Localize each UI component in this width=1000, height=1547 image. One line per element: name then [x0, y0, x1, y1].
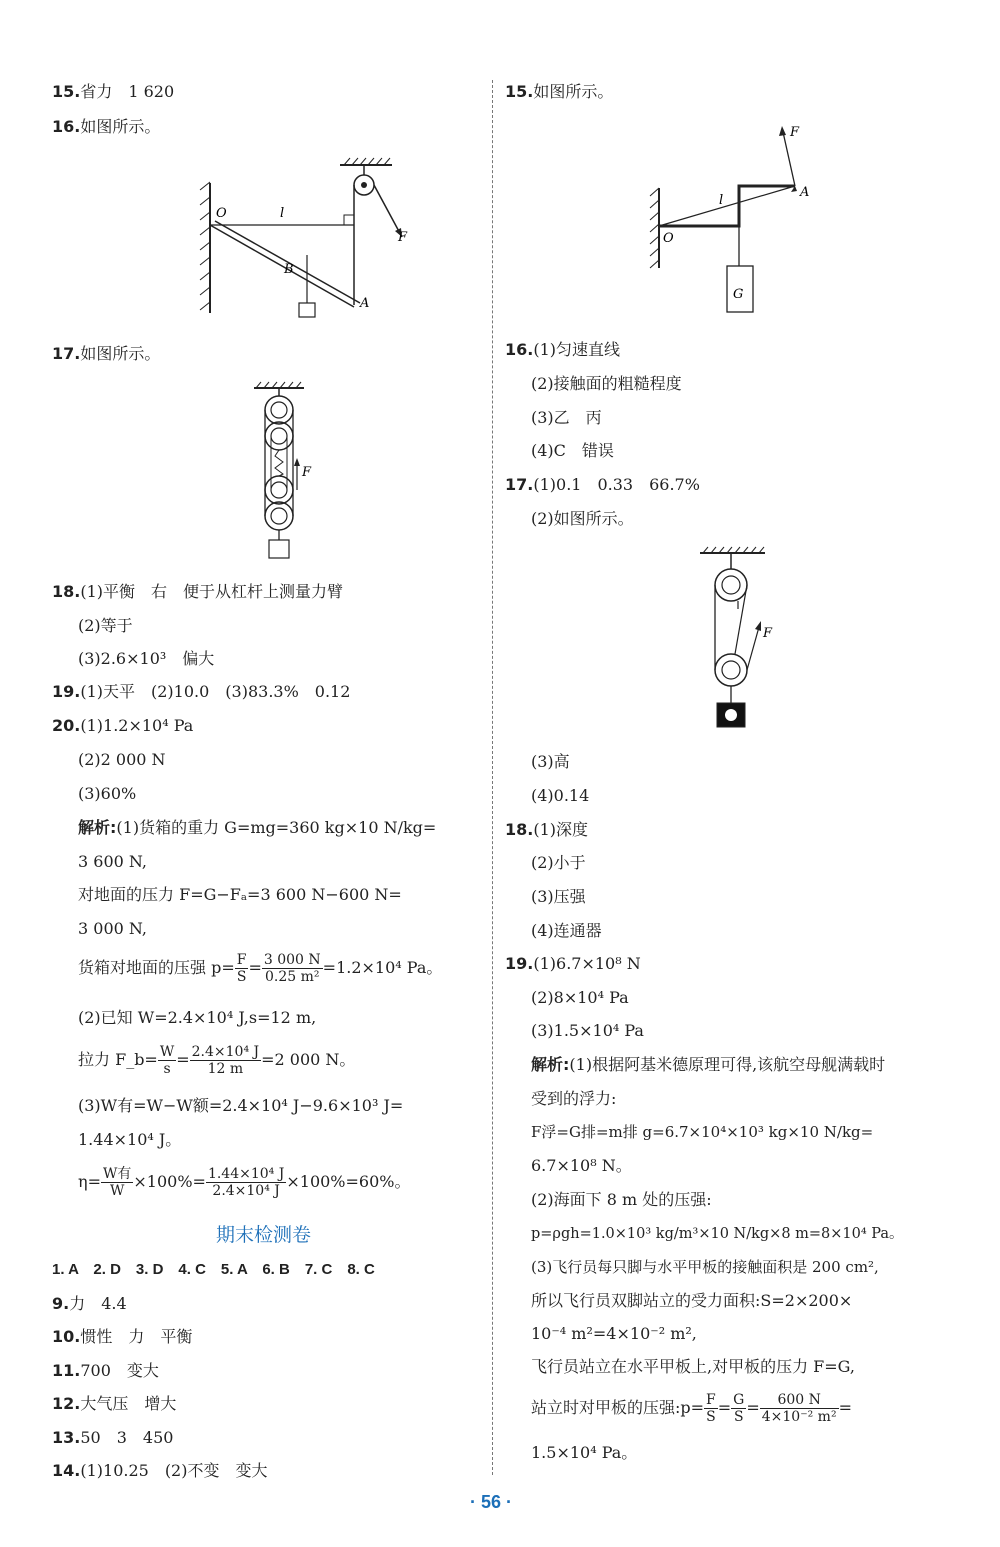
column-divider [492, 80, 493, 1475]
analysis-line-10: 飞行员站立在水平甲板上,对甲板的压力 F=G, [531, 1357, 855, 1376]
answer-19-2: (2)8×10⁴ Pa [531, 988, 629, 1007]
figure-17-pulley-system [695, 545, 785, 730]
analysis-line-7: 拉力 F_b= $\frac{W}{s}$ = $\frac{\text{2.4×10⁴ J}}{12 m}$ =2 000 N。 [78, 1044, 356, 1077]
answer-15: 15.如图所示。 [505, 82, 614, 101]
fraction: $\frac{W}{s}$ [159, 1044, 175, 1077]
answer-19-1: 19.(1)6.7×10⁸ N [505, 954, 641, 973]
answer-17: 17.如图所示。 [52, 344, 161, 363]
answer-19: 19.(1)天平 (2)10.0 (3)83.3% 0.12 [52, 682, 351, 701]
label-F: F [763, 626, 773, 641]
analysis-line-11: 站立时对甲板的压强:p= $\frac{F}{S}$ = $\frac{G}{S}$ = $\frac{600 N}{\text{4×10⁻² m²}}$ = [531, 1392, 852, 1425]
answer-16-1: 16.(1)匀速直线 [505, 340, 621, 359]
analysis-line-6: (2)已知 W=2.4×10⁴ J,s=12 m, [78, 1008, 317, 1027]
label-B: B [284, 262, 294, 277]
analysis-line-12: 1.5×10⁴ Pa。 [531, 1443, 638, 1462]
answer-20-2: (2)2 000 N [78, 750, 166, 769]
section-title: 期末检测卷 [216, 1224, 312, 1246]
answer-16-3: (3)乙 丙 [531, 408, 602, 427]
analysis-line-3: 对地面的压力 F=G−Fₐ=3 600 N−600 N= [78, 885, 402, 904]
label-A: A [360, 296, 370, 311]
answer-18-2: (2)小于 [531, 853, 586, 872]
analysis-line-9: 1.44×10⁴ J。 [78, 1130, 182, 1149]
answer-16-4: (4)C 错误 [531, 441, 614, 460]
fraction: $\frac{G}{S}$ [733, 1392, 745, 1425]
fraction: $\frac{\text{W有}}{W}$ [103, 1166, 132, 1199]
answer-17-1: 17.(1)0.1 0.33 66.7% [505, 475, 700, 494]
answer-12: 12.大气压 增大 [52, 1394, 177, 1413]
answer-19-3: (3)1.5×10⁴ Pa [531, 1021, 644, 1040]
answer-9: 9.力 4.4 [52, 1294, 127, 1313]
fraction: $\frac{F}{S}$ [706, 1392, 716, 1425]
fraction: $\frac{\text{1.44×10⁴ J}}{\text{2.4×10⁴ J}}$ [207, 1166, 285, 1199]
page-number: · 56 · [470, 1492, 513, 1512]
answer-18-1: 18.(1)平衡 右 便于从杠杆上测量力臂 [52, 582, 344, 601]
analysis-line-9: 10⁻⁴ m²=4×10⁻² m², [531, 1324, 697, 1343]
figure-17-pulley-block [242, 380, 332, 562]
analysis-line-10: η= $\frac{\text{W有}}{W}$ ×100%= $\frac{\text{1.44×10⁴ J}}{\text{2.4×10⁴ J}}$ ×100%=60%。 [78, 1166, 411, 1199]
answer-16-2: (2)接触面的粗糙程度 [531, 374, 682, 393]
figure-16-lever-pulley [192, 155, 422, 325]
analysis-line-3: F浮=G排=m排 g=6.7×10⁴×10³ kg×10 N/kg= [531, 1123, 874, 1141]
fraction: $\frac{3 000 N}{\text{0.25 m²}}$ [263, 952, 321, 985]
label-F: F [302, 465, 312, 480]
analysis-line-4: 6.7×10⁸ N。 [531, 1156, 632, 1175]
answer-13: 13.50 3 450 [52, 1428, 174, 1447]
answer-18-3: (3)压强 [531, 887, 586, 906]
analysis-line-6: p=ρgh=1.0×10³ kg/m³×10 N/kg×8 m=8×10⁴ Pa。 [531, 1226, 904, 1242]
analysis-line-5: (2)海面下 8 m 处的压强: [531, 1190, 712, 1209]
fraction: $\frac{600 N}{\text{4×10⁻² m²}}$ [761, 1392, 837, 1425]
label-A: A [800, 185, 810, 200]
answer-18-2: (2)等于 [78, 616, 133, 635]
answer-20-3: (3)60% [78, 784, 137, 803]
analysis-line-7: (3)飞行员每只脚与水平甲板的接触面积是 200 cm², [531, 1258, 879, 1276]
analysis-line-2: 受到的浮力: [531, 1089, 617, 1108]
label-F: F [398, 230, 408, 245]
label-G: G [733, 287, 744, 302]
analysis-line-2: 3 600 N, [78, 852, 147, 871]
answer-11: 11.700 变大 [52, 1361, 159, 1380]
fraction: $\frac{\text{2.4×10⁴ J}}{12 m}$ [191, 1044, 260, 1077]
answer-18-3: (3)2.6×10³ 偏大 [78, 649, 215, 668]
answers-1-8: 1. A 2. D 3. D 4. C 5. A 6. B 7. C 8. C [52, 1261, 375, 1278]
label-F: F [790, 125, 800, 140]
answer-17-3: (3)高 [531, 752, 570, 771]
label-l: l [719, 193, 724, 208]
answer-18-1: 18.(1)深度 [505, 820, 589, 839]
label-l: l [280, 206, 285, 221]
answer-15: 15.省力 1 620 [52, 82, 175, 101]
answer-17-4: (4)0.14 [531, 786, 590, 805]
fraction: $\frac{F}{S}$ [236, 952, 247, 985]
analysis-line-1: 解析:(1)货箱的重力 G=mg=360 kg×10 N/kg= [78, 818, 437, 837]
answer-10: 10.惯性 力 平衡 [52, 1327, 193, 1346]
analysis-line-8: (3)W有=W−W额=2.4×10⁴ J−9.6×10³ J= [78, 1096, 404, 1115]
answer-18-4: (4)连通器 [531, 921, 602, 940]
analysis-line-8: 所以飞行员双脚站立的受力面积:S=2×200× [531, 1291, 853, 1310]
answer-14: 14.(1)10.25 (2)不变 变大 [52, 1461, 268, 1480]
analysis-line-1: 解析:(1)根据阿基米德原理可得,该航空母舰满载时 [531, 1055, 886, 1074]
analysis-line-4: 3 000 N, [78, 919, 147, 938]
figure-15-lever [645, 118, 845, 318]
analysis-line-5: 货箱对地面的压强 p= $\frac{F}{S}$ = $\frac{3 000 N}{\text{0.25 m²}}$ =1.2×10⁴ Pa。 [78, 952, 443, 985]
answer-20-1: 20.(1)1.2×10⁴ Pa [52, 716, 194, 735]
answer-17-2: (2)如图所示。 [531, 509, 634, 528]
answer-16: 16.如图所示。 [52, 117, 161, 136]
label-O: O [216, 206, 227, 221]
label-O: O [663, 231, 674, 246]
